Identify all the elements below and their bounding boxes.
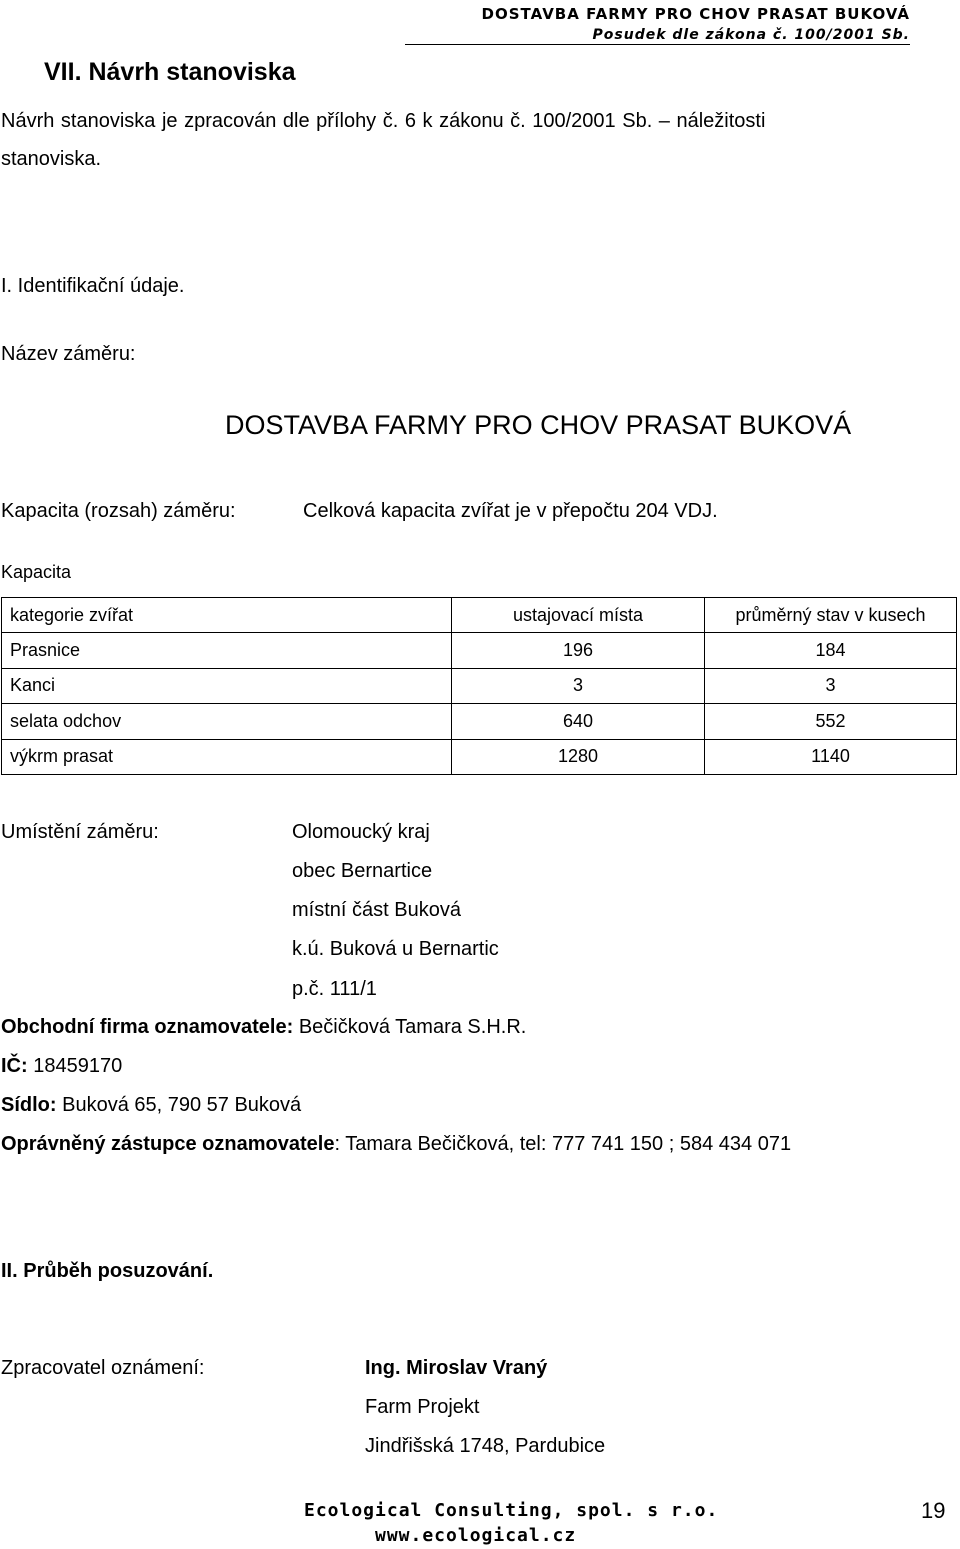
representative-label: Oprávněný zástupce oznamovatele (1, 1133, 335, 1155)
table-cell: 3 (452, 668, 705, 703)
table-cell: 640 (452, 704, 705, 739)
section-heading-ii: II. Průběh posuzování. (1, 1260, 214, 1282)
representative-line (1, 1133, 791, 1156)
ic-line (1, 1055, 122, 1078)
running-header-title: DOSTAVBA FARMY PRO CHOV PRASAT BUKOVÁ (481, 5, 910, 23)
page-number: 19 (921, 1498, 946, 1523)
footer-website: www.ecological.cz (375, 1525, 577, 1546)
processor-label: Zpracovatel oznámení: (1, 1357, 205, 1379)
location-line: p.č. 111/1 (292, 978, 377, 1000)
table-row (2, 633, 957, 668)
processor-address: Jindřišská 1748, Pardubice (365, 1435, 606, 1457)
table-title: Kapacita (1, 562, 72, 582)
table-cell: výkrm prasat (2, 739, 452, 774)
location-line: Olomoucký kraj (292, 821, 430, 843)
footer-company: Ecological Consulting, spol. s r.o. (304, 1500, 719, 1521)
project-name-label: Název záměru: (1, 343, 136, 365)
table-cell: selata odchov (2, 704, 452, 739)
table-cell: 1140 (705, 739, 957, 774)
table-cell: Kanci (2, 668, 452, 703)
location-line: obec Bernartice (292, 860, 433, 882)
firm-label: Obchodní firma oznamovatele: (1, 1016, 294, 1038)
table-cell: 196 (452, 633, 705, 668)
capacity-table (1, 597, 957, 775)
firm-value: Bečičková Tamara S.H.R. (298, 1016, 527, 1038)
seat-line (1, 1094, 301, 1117)
table-cell: 184 (705, 633, 957, 668)
table-cell: Prasnice (2, 633, 452, 668)
ic-value: 18459170 (33, 1055, 123, 1077)
table-cell: 552 (705, 704, 957, 739)
running-header-subtitle: Posudek dle zákona č. 100/2001 Sb. (592, 27, 910, 43)
table-header-cell: ustajovací místa (452, 598, 705, 633)
seat-label: Sídlo: (1, 1094, 57, 1116)
seat-value: Buková 65, 790 57 Buková (62, 1094, 302, 1116)
location-label: Umístění záměru: (1, 821, 159, 843)
location-line: místní část Buková (292, 899, 461, 921)
ic-label: IČ: (1, 1055, 28, 1077)
processor-company: Farm Projekt (365, 1396, 480, 1418)
intro-text-line-2: stanoviska. (1, 148, 102, 170)
table-header-row (2, 598, 957, 633)
table-header-cell: kategorie zvířat (2, 598, 452, 633)
firm-line (1, 1016, 526, 1039)
header-rule (405, 44, 910, 45)
table-cell: 1280 (452, 739, 705, 774)
representative-value: : Tamara Bečičková, tel: 777 741 150 ; 584 434 071 (334, 1133, 792, 1155)
section-heading-vii: VII. Návrh stanoviska (44, 58, 296, 86)
table-row (2, 704, 957, 739)
project-name-value: DOSTAVBA FARMY PRO CHOV PRASAT BUKOVÁ (225, 410, 852, 440)
processor-name: Ing. Miroslav Vraný (365, 1357, 548, 1379)
capacity-value: Celková kapacita zvířat je v přepočtu 204 VDJ. (303, 500, 718, 522)
location-line: k.ú. Buková u Bernartic (292, 938, 499, 960)
table-row (2, 739, 957, 774)
table-row (2, 668, 957, 703)
table-header-cell: průměrný stav v kusech (705, 598, 957, 633)
capacity-label: Kapacita (rozsah) záměru: (1, 500, 236, 522)
intro-text-line-1: Návrh stanoviska je zpracován dle přílohy č. 6 k zákonu č. 100/2001 Sb. – náležitosti (1, 110, 766, 132)
section-heading-i: I. Identifikační údaje. (1, 275, 185, 297)
table-cell: 3 (705, 668, 957, 703)
